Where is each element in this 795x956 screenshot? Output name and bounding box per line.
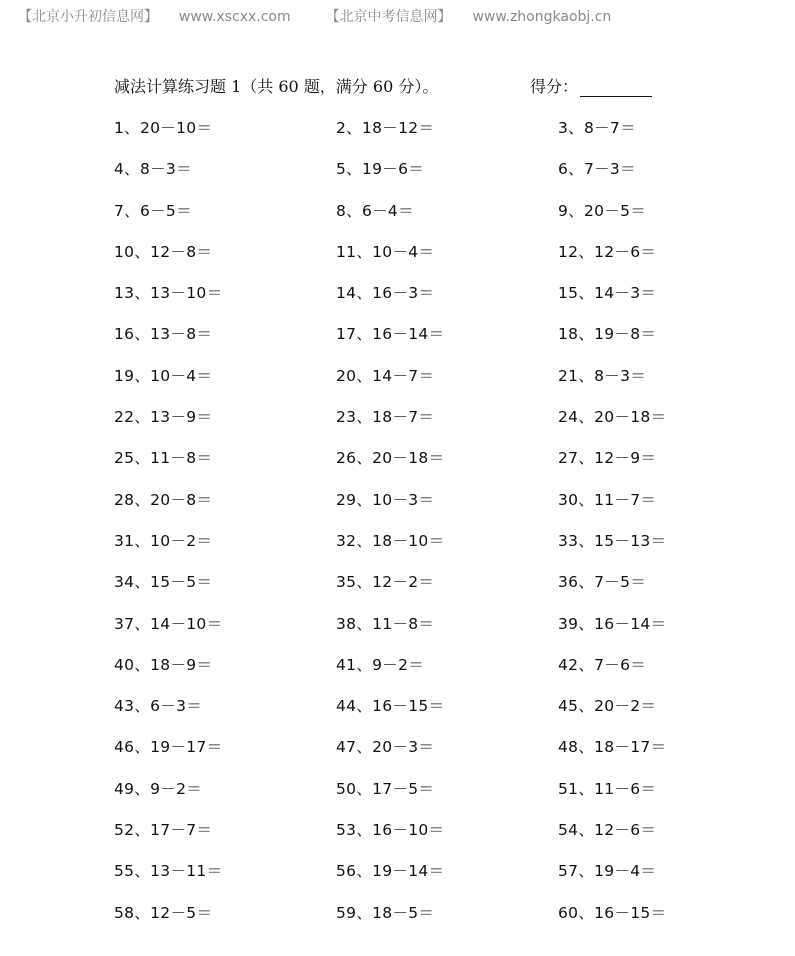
score-blank[interactable] bbox=[580, 80, 652, 97]
problem-item: 30、11－7＝ bbox=[558, 490, 657, 509]
problem-item: 9、20－5＝ bbox=[558, 201, 647, 220]
problem-item: 16、13－8＝ bbox=[114, 325, 213, 344]
problem-item: 24、20－18＝ bbox=[558, 408, 667, 427]
problem-item: 39、16－14＝ bbox=[558, 614, 667, 633]
problem-item: 20、14－7＝ bbox=[336, 366, 435, 385]
site2-url[interactable]: www.zhongkaobj.cn bbox=[472, 9, 612, 25]
problem-item: 17、16－14＝ bbox=[336, 325, 445, 344]
problem-item: 53、16－10＝ bbox=[336, 821, 445, 840]
problem-row bbox=[114, 529, 714, 570]
problem-item: 23、18－7＝ bbox=[336, 408, 435, 427]
problem-item: 21、8－3＝ bbox=[558, 366, 647, 385]
problem-item: 47、20－3＝ bbox=[336, 738, 435, 757]
problem-item: 55、13－11＝ bbox=[114, 862, 223, 881]
problem-item: 48、18－17＝ bbox=[558, 738, 667, 757]
problem-item: 54、12－6＝ bbox=[558, 821, 657, 840]
problem-item: 49、9－2＝ bbox=[114, 779, 203, 798]
problem-row bbox=[114, 901, 714, 942]
problem-grid bbox=[114, 116, 714, 942]
problem-item: 25、11－8＝ bbox=[114, 449, 213, 468]
site1-url[interactable]: www.xscxx.com bbox=[178, 9, 291, 25]
problem-row bbox=[114, 199, 714, 240]
problem-row bbox=[114, 405, 714, 446]
problem-row bbox=[114, 818, 714, 859]
problem-item: 3、8－7＝ bbox=[558, 119, 636, 137]
problem-row bbox=[114, 859, 714, 900]
problem-row bbox=[114, 364, 714, 405]
problem-row bbox=[114, 570, 714, 611]
problem-item: 2、18－12＝ bbox=[336, 119, 435, 137]
problem-item: 41、9－2＝ bbox=[336, 655, 425, 674]
problem-item: 52、17－7＝ bbox=[114, 821, 213, 840]
problem-item: 10、12－8＝ bbox=[114, 242, 213, 261]
problem-item: 56、19－14＝ bbox=[336, 862, 445, 881]
problem-item: 13、13－10＝ bbox=[114, 284, 223, 303]
problem-item: 29、10－3＝ bbox=[336, 490, 435, 509]
problem-item: 58、12－5＝ bbox=[114, 903, 213, 922]
site-header bbox=[18, 6, 611, 26]
problem-item: 8、6－4＝ bbox=[336, 201, 414, 220]
problem-item: 19、10－4＝ bbox=[114, 366, 213, 385]
problem-item: 22、13－9＝ bbox=[114, 408, 213, 427]
problem-item: 33、15－13＝ bbox=[558, 531, 667, 550]
problem-row bbox=[114, 777, 714, 818]
problem-item: 40、18－9＝ bbox=[114, 655, 213, 674]
problem-row bbox=[114, 322, 714, 363]
site2-name: 【北京中考信息网】 bbox=[325, 9, 452, 25]
problem-row bbox=[114, 694, 714, 735]
problem-item: 27、12－9＝ bbox=[558, 449, 657, 468]
problem-row bbox=[114, 735, 714, 776]
problem-item: 43、6－3＝ bbox=[114, 697, 203, 716]
problem-item: 7、6－5＝ bbox=[114, 201, 192, 220]
problem-item: 6、7－3＝ bbox=[558, 160, 636, 179]
problem-item: 5、19－6＝ bbox=[336, 160, 425, 179]
site1-name: 【北京小升初信息网】 bbox=[18, 9, 158, 25]
problem-item: 28、20－8＝ bbox=[114, 490, 213, 509]
score-field bbox=[530, 74, 652, 97]
problem-item: 12、12－6＝ bbox=[558, 242, 657, 261]
problem-item: 37、14－10＝ bbox=[114, 614, 223, 633]
problem-item: 45、20－2＝ bbox=[558, 697, 657, 716]
problem-item: 15、14－3＝ bbox=[558, 284, 657, 303]
worksheet-title: 减法计算练习题 1（共 60 题，满分 60 分）。 bbox=[114, 77, 439, 96]
problem-item: 60、16－15＝ bbox=[558, 903, 667, 922]
problem-row bbox=[114, 612, 714, 653]
problem-item: 38、11－8＝ bbox=[336, 614, 435, 633]
problem-item: 44、16－15＝ bbox=[336, 697, 445, 716]
problem-row bbox=[114, 446, 714, 487]
worksheet-title-row bbox=[114, 74, 674, 97]
problem-item: 35、12－2＝ bbox=[336, 573, 435, 592]
problem-row bbox=[114, 488, 714, 529]
problem-item: 50、17－5＝ bbox=[336, 779, 435, 798]
problem-item: 4、8－3＝ bbox=[114, 160, 192, 179]
problem-item: 1、20－10＝ bbox=[114, 119, 213, 137]
problem-item: 11、10－4＝ bbox=[336, 242, 435, 261]
problem-item: 36、7－5＝ bbox=[558, 573, 647, 592]
problem-row bbox=[114, 157, 714, 198]
score-label: 得分： bbox=[530, 77, 579, 96]
problem-row bbox=[114, 240, 714, 281]
problem-row bbox=[114, 281, 714, 322]
problem-row bbox=[114, 653, 714, 694]
problem-item: 57、19－4＝ bbox=[558, 862, 657, 881]
problem-item: 59、18－5＝ bbox=[336, 903, 435, 922]
problem-item: 14、16－3＝ bbox=[336, 284, 435, 303]
problem-item: 18、19－8＝ bbox=[558, 325, 657, 344]
problem-item: 26、20－18＝ bbox=[336, 449, 445, 468]
problem-item: 51、11－6＝ bbox=[558, 779, 657, 798]
problem-item: 46、19－17＝ bbox=[114, 738, 223, 757]
problem-item: 32、18－10＝ bbox=[336, 531, 445, 550]
problem-item: 42、7－6＝ bbox=[558, 655, 647, 674]
problem-item: 34、15－5＝ bbox=[114, 573, 213, 592]
problem-item: 31、10－2＝ bbox=[114, 531, 213, 550]
problem-row bbox=[114, 116, 714, 157]
